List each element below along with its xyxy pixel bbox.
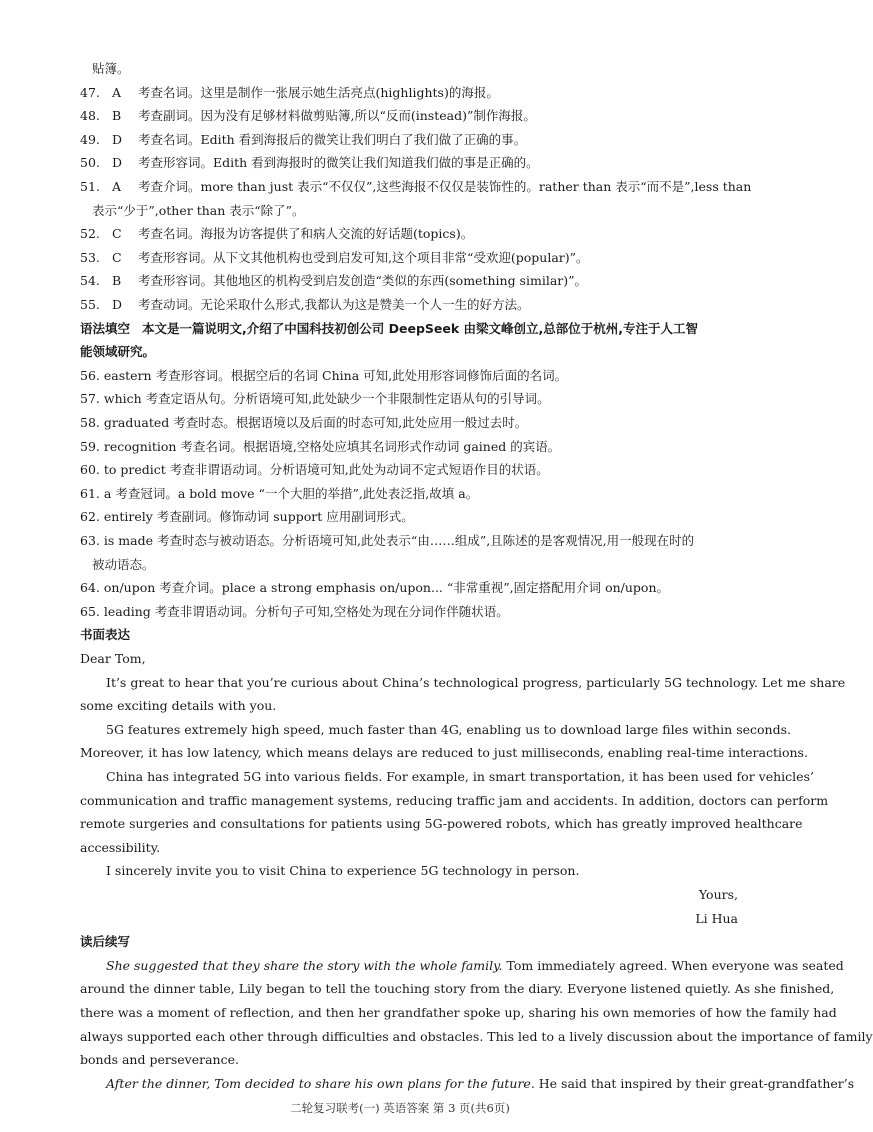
question-number: 64. <box>80 580 100 596</box>
letter-text: remote surgeries and consultations for patients using 5G-powered robots, which has greatly improved healthcare <box>80 816 803 832</box>
story-text: always supported each other through difficulties and obstacles. This led to a lively discussion about the importance of family <box>80 1028 873 1044</box>
story-opening-sentence: She suggested that they share the story with the whole family. <box>106 957 503 973</box>
letter-signature <box>695 910 738 928</box>
question-number: 53. <box>80 249 100 265</box>
letter-line <box>80 768 814 786</box>
explanation-text: 考查名词。海报为访客提供了和病人交流的好话题(topics)。 <box>138 226 474 242</box>
grammar-section-heading <box>80 320 740 338</box>
explanation-text: 考查名词。Edith 看到海报后的微笑让我们明白了我们做了正确的事。 <box>138 131 527 147</box>
explanation-text: eastern 考查形容词。根据空后的名词 China 可知,此处用形容词修饰后面的名词。 <box>103 367 568 383</box>
letter-greeting <box>80 650 740 668</box>
question-number: 54. <box>80 273 100 289</box>
grammar-answer-line <box>80 603 740 621</box>
explanation-text: entirely 考查副词。修饰动词 support 应用副词形式。 <box>103 509 414 525</box>
cloze-answer-line <box>80 131 740 149</box>
grammar-answer-line <box>80 390 740 408</box>
question-number: 65. <box>80 603 100 619</box>
grammar-answer-line <box>80 508 740 526</box>
cloze-answer-line <box>80 178 752 196</box>
question-number: 60. <box>80 462 100 478</box>
cloze-answer-line <box>80 296 740 314</box>
letter-line <box>80 744 808 762</box>
letter-line <box>80 674 846 692</box>
explanation-text: to predict 考查非谓语动词。分析语境可知,此处为动词不定式短语作目的状语。 <box>103 462 549 478</box>
grammar-answer-line <box>80 438 740 456</box>
letter-line <box>80 721 791 739</box>
answer-choice: C <box>112 226 122 242</box>
cloze-answer-line <box>80 272 740 290</box>
question-number: 48. <box>80 108 100 124</box>
grammar-answer-line <box>80 461 740 479</box>
signature-text: Li Hua <box>695 910 738 926</box>
question-number: 59. <box>80 438 100 454</box>
letter-line <box>80 862 766 880</box>
answer-choice: A <box>112 179 122 194</box>
cloze-answer-line <box>80 107 740 125</box>
continuation-section-heading <box>80 933 740 951</box>
explanation-text: recognition 考查名词。根据语境,空格处应填其名词形式作动词 gained 的宾语。 <box>103 438 561 454</box>
question-number: 57. <box>80 391 100 407</box>
explanation-text: 考查介词。more than just 表示“不仅仅”,这些海报不仅仅是装饰性的。rather than 表示“而不是”,less than <box>138 179 752 194</box>
explanation-text: is made 考查时态与被动语态。分析语境可知,此处表示“由……组成”,且陈述的是客观情况,用一般现在时的 <box>103 533 695 548</box>
explanation-text: 考查副词。因为没有足够材料做剪贴簿,所以“反而(instead)”制作海报。 <box>138 108 536 124</box>
letter-text: 5G features extremely high speed, much faster than 4G, enabling us to download large files within seconds. <box>106 721 791 737</box>
question-number: 58. <box>80 415 100 430</box>
story-text: bonds and perseverance. <box>80 1052 239 1068</box>
question-number: 52. <box>80 226 100 242</box>
letter-text: Moreover, it has low latency, which means delays are reduced to just milliseconds, enabling real-time interactions. <box>80 745 808 761</box>
question-number: 62. <box>80 509 100 525</box>
question-number: 50. <box>80 155 100 171</box>
closing-text: Yours, <box>698 887 738 902</box>
answer-choice: D <box>112 297 123 312</box>
letter-text: It’s great to hear that you’re curious about China’s technological progress, particularly 5G technology. Let me share <box>106 674 846 690</box>
story-opening-sentence: After the dinner, Tom decided to share his own plans for the future. <box>106 1075 535 1091</box>
story-text: He said that inspired by their great-grandfather’s <box>534 1075 855 1091</box>
section-intro <box>142 321 698 336</box>
letter-text: some exciting details with you. <box>80 698 277 714</box>
cloze-answer-line <box>80 225 740 243</box>
story-line <box>80 1051 740 1069</box>
cloze-answer-line <box>80 84 740 102</box>
explanation-text: 考查名词。这里是制作一张展示她生活亮点(highlights)的海报。 <box>138 84 499 100</box>
grammar-answer-line <box>92 556 752 574</box>
explanation-text: on/upon 考查介词。place a strong emphasis on/upon... “非常重视”,固定搭配用介词 on/upon。 <box>103 580 670 596</box>
continuation-text <box>92 60 752 78</box>
question-number: 51. <box>80 179 100 194</box>
letter-closing <box>699 886 738 904</box>
writing-section-heading <box>80 626 740 644</box>
intro-text: 本文是一篇说明文,介绍了中国科技初创公司 DeepSeek 由梁文峰创立,总部位于杭州,专注于人工智 <box>142 320 699 336</box>
grammar-intro-line <box>80 343 740 361</box>
answer-choice: C <box>112 249 122 265</box>
grammar-answer-line <box>80 367 740 385</box>
letter-line <box>80 839 740 857</box>
story-line <box>80 957 844 975</box>
explanation-text: 表示“少于”,other than 表示“除了”。 <box>92 202 305 218</box>
answer-choice: A <box>112 84 122 100</box>
explanation-text: 考查形容词。从下文其他机构也受到启发可知,这个项目非常“受欢迎(popular)”。 <box>138 249 589 265</box>
story-line <box>80 1075 855 1093</box>
letter-text: communication and traffic management systems, reducing traffic jam and accidents. In addition, doctors can perform <box>80 792 829 808</box>
story-line <box>80 1028 873 1046</box>
intro-text: 能领域研究。 <box>80 344 156 360</box>
explanation-text: a 考查冠词。a bold move “一个大胆的举措”,此处表泛指,故填 a。 <box>103 485 479 501</box>
letter-text: China has integrated 5G into various fields. For example, in smart transportation, it has been used for vehicles’ <box>106 769 814 784</box>
section-title: 书面表达 <box>80 627 131 643</box>
letter-line <box>80 815 803 833</box>
explanation-text: 考查动词。无论采取什么形式,我都认为这是赞美一个人一生的好方法。 <box>138 297 530 312</box>
continuation-fragment: 贴簿。 <box>92 61 130 76</box>
page-footer: 二轮复习联考(一) 英语答案 第 3 页(共6页) <box>290 1101 510 1115</box>
question-number: 61. <box>80 485 100 501</box>
explanation-text: 被动语态。 <box>92 556 155 572</box>
cloze-answer-line <box>92 202 752 220</box>
letter-line <box>80 697 740 715</box>
question-number: 56. <box>80 367 100 383</box>
explanation-text: 考查形容词。Edith 看到海报时的微笑让我们知道我们做的事是正确的。 <box>138 155 539 171</box>
answer-choice: D <box>112 155 123 171</box>
answer-choice: D <box>112 131 123 147</box>
question-number: 63. <box>80 533 100 548</box>
story-text: Tom immediately agreed. When everyone was seated <box>502 957 844 973</box>
grammar-answer-line <box>80 532 740 550</box>
letter-text: accessibility. <box>80 839 161 855</box>
explanation-text: 考查形容词。其他地区的机构受到启发创造“类似的东西(something similar)”。 <box>138 273 588 289</box>
grammar-answer-line <box>80 414 740 432</box>
story-text: around the dinner table, Lily began to tell the touching story from the diary. Everyone listened quietly. As she finished, <box>80 981 835 997</box>
explanation-text: leading 考查非谓语动词。分析句子可知,空格处为现在分词作伴随状语。 <box>103 603 509 619</box>
answer-choice: B <box>112 108 122 124</box>
question-number: 55. <box>80 297 100 312</box>
explanation-text: which 考查定语从句。分析语境可知,此处缺少一个非限制性定语从句的引导词。 <box>103 391 550 407</box>
section-title: 语法填空 <box>80 320 131 336</box>
cloze-answer-line <box>80 154 740 172</box>
cloze-answer-line <box>80 249 740 267</box>
greeting-text: Dear Tom, <box>80 651 146 666</box>
letter-text: I sincerely invite you to visit China to experience 5G technology in person. <box>106 863 580 879</box>
explanation-text: graduated 考查时态。根据语境以及后面的时态可知,此处应用一般过去时。 <box>103 415 528 430</box>
question-number: 47. <box>80 84 100 100</box>
grammar-answer-line <box>80 485 740 503</box>
question-number: 49. <box>80 131 100 147</box>
grammar-answer-line <box>80 579 740 597</box>
answer-choice: B <box>112 273 122 289</box>
letter-line <box>80 792 829 810</box>
story-line <box>80 1004 837 1022</box>
story-text: there was a moment of reflection, and then her grandfather spoke up, sharing his own memories of how the family had <box>80 1005 837 1020</box>
story-line <box>80 980 835 998</box>
section-title: 读后续写 <box>80 934 131 950</box>
